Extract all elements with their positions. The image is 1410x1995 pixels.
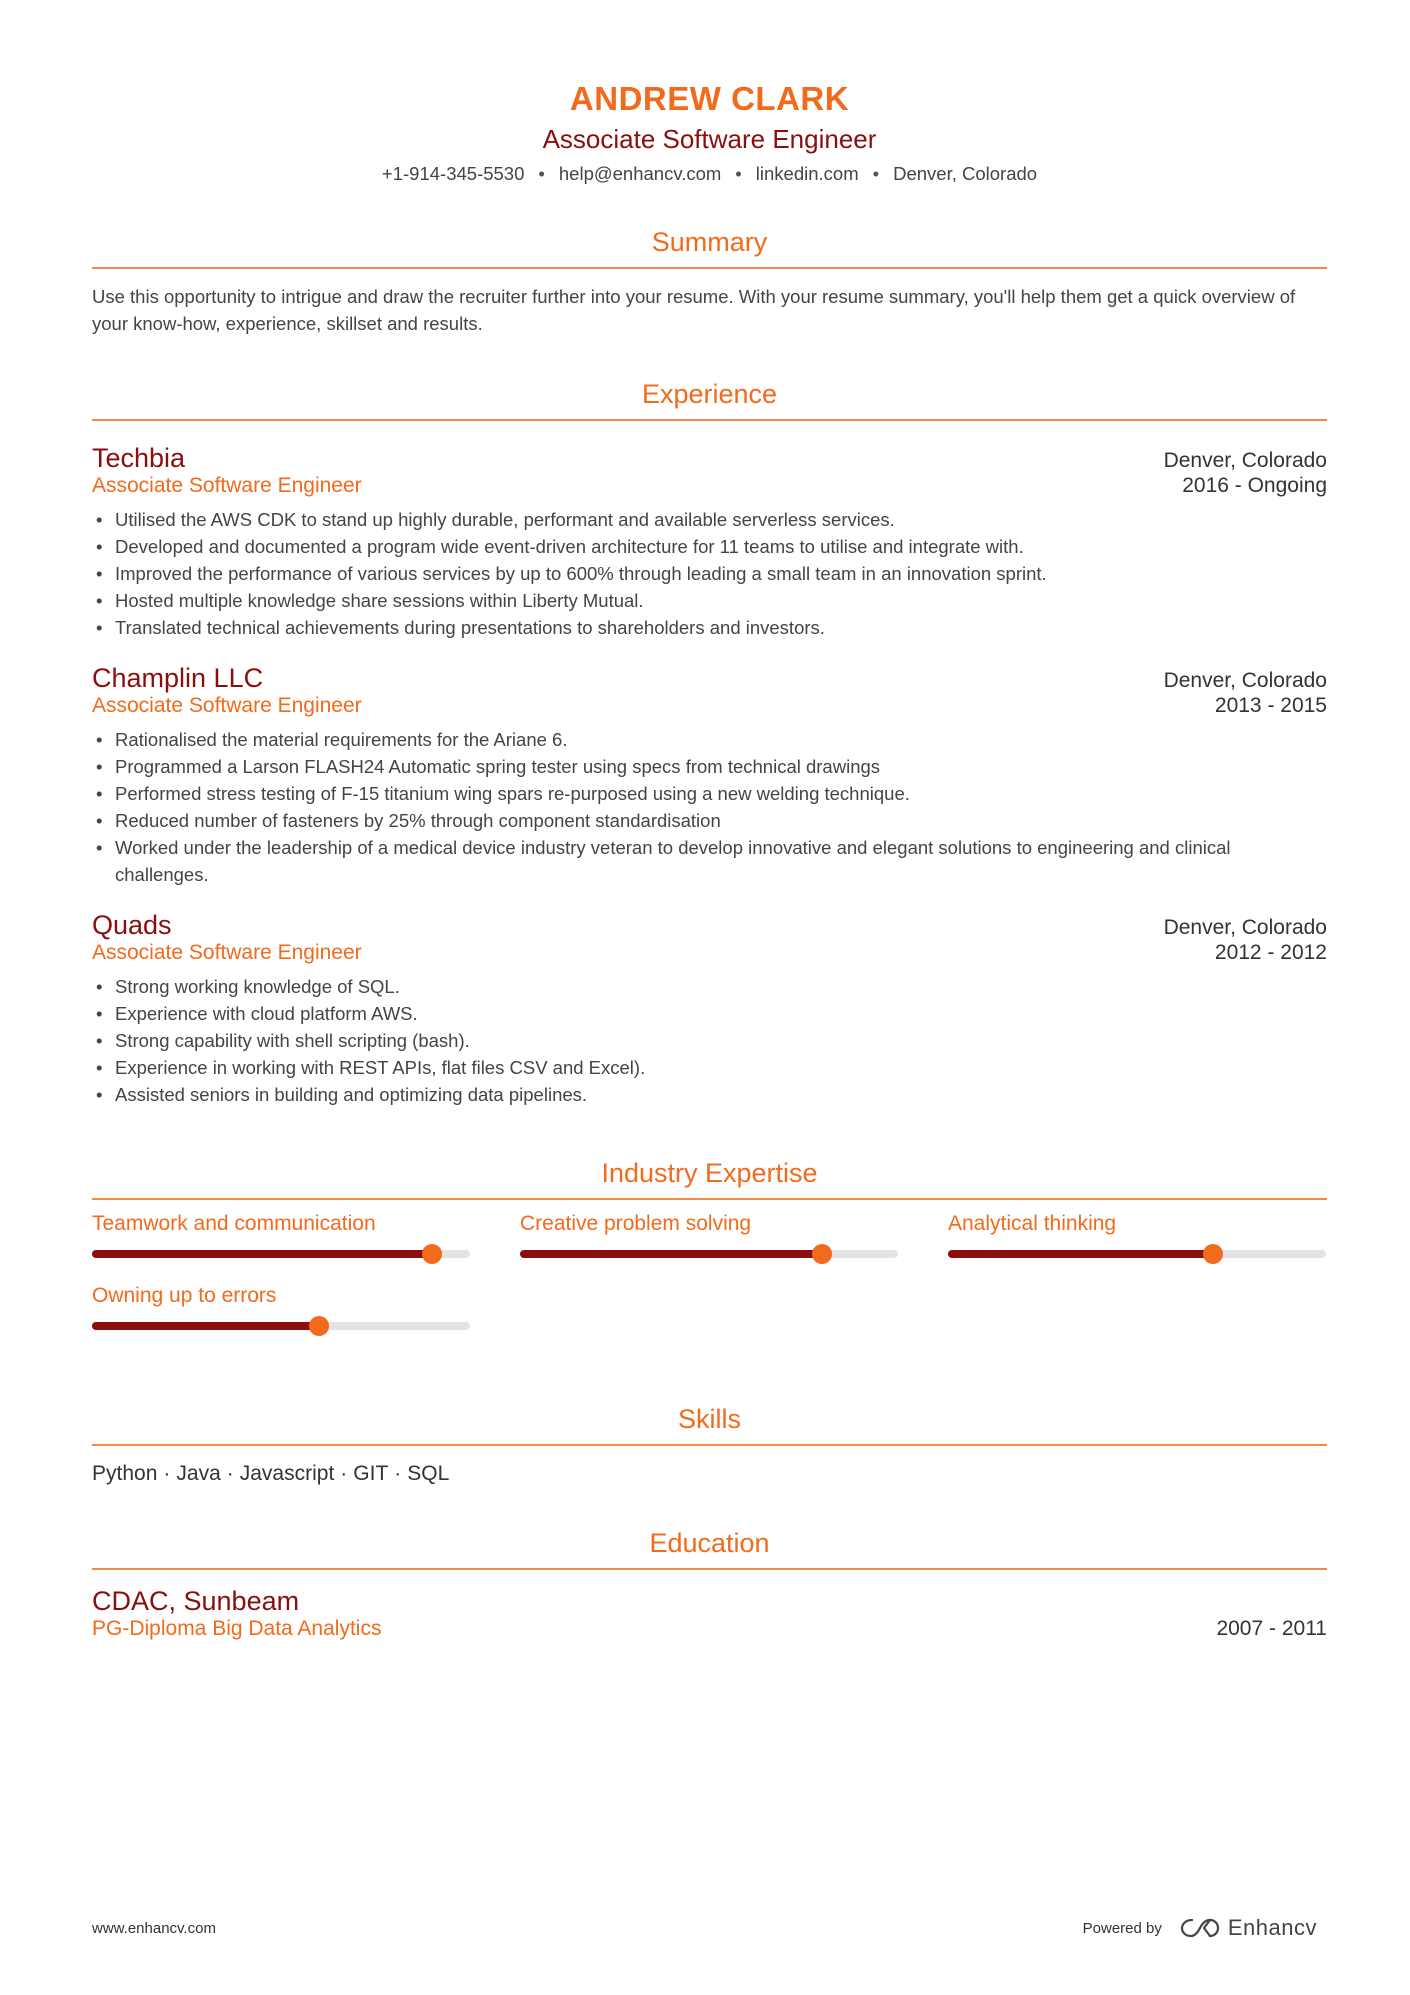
- skill-tag: SQL: [407, 1462, 450, 1485]
- education-dates: 2007 - 2011: [1216, 1617, 1327, 1640]
- phone: +1-914-345-5530: [381, 163, 525, 184]
- expertise-bar-knob: [812, 1244, 832, 1264]
- email-link[interactable]: help@enhancv.com: [558, 163, 722, 184]
- experience-section: [92, 379, 1327, 1108]
- job-company: Champlin LLC: [92, 663, 264, 693]
- education-school: CDAC, Sunbeam: [92, 1586, 300, 1616]
- section-title-expertise: Industry Expertise: [92, 1158, 1327, 1200]
- job-bullet: • Hosted multiple knowledge share sessions within Liberty Mutual.: [92, 587, 1327, 614]
- enhancv-logo[interactable]: [1180, 1915, 1317, 1941]
- job-title: Associate Software Engineer: [92, 694, 362, 717]
- summary-text: Use this opportunity to intrigue and draw the recruiter further into your resume. With your resume summary, you'll help them get a quick overview of your know-how, experience, skillset and results.: [92, 286, 1296, 334]
- resume-page: [92, 0, 1327, 1641]
- job-entry: [92, 910, 1327, 1108]
- section-title-education: Education: [92, 1528, 1327, 1570]
- job-location: Denver, Colorado: [1163, 916, 1327, 939]
- job-dates: 2016 - Ongoing: [1182, 474, 1327, 497]
- job-dates: 2012 - 2012: [1214, 941, 1327, 964]
- expertise-bar-track: [948, 1250, 1326, 1258]
- job-bullet: • Rationalised the material requirements for the Ariane 6.: [92, 726, 1327, 753]
- expertise-bar-knob: [1203, 1244, 1223, 1264]
- job-bullet: • Utilised the AWS CDK to stand up highly durable, performant and available serverless services.: [92, 506, 1327, 533]
- expertise-bar-track: [92, 1322, 470, 1330]
- expertise-label: Analytical thinking: [948, 1212, 1117, 1235]
- skill-tag: Java: [176, 1462, 221, 1485]
- skill-separator: ·: [226, 1462, 234, 1485]
- job-bullet: • Performed stress testing of F-15 titanium wing spars re-purposed using a new welding technique.: [92, 780, 1327, 807]
- resume-header: [92, 0, 1327, 185]
- job-title: Associate Software Engineer: [92, 474, 362, 497]
- skill-tag: GIT: [353, 1462, 389, 1485]
- separator-dot: •: [735, 163, 742, 184]
- enhancv-brand-name: Enhancv: [1227, 1915, 1317, 1940]
- skill-separator: ·: [394, 1462, 402, 1485]
- linkedin-link[interactable]: linkedin.com: [755, 163, 859, 184]
- location: Denver, Colorado: [893, 163, 1038, 184]
- education-degree: PG-Diploma Big Data Analytics: [92, 1617, 382, 1640]
- expertise-item: [948, 1212, 1326, 1258]
- job-bullet: • Assisted seniors in building and optimizing data pipelines.: [92, 1081, 1327, 1108]
- candidate-title: Associate Software Engineer: [542, 124, 877, 154]
- job-location: Denver, Colorado: [1163, 669, 1327, 692]
- job-bullets: [92, 973, 1327, 1108]
- expertise-section: [92, 1158, 1327, 1356]
- skill-tag: Python: [92, 1462, 158, 1485]
- section-title-summary: Summary: [92, 227, 1327, 269]
- job-bullets: [92, 506, 1327, 641]
- summary-section: [92, 227, 1327, 337]
- expertise-bar-track: [520, 1250, 898, 1258]
- candidate-name: ANDREW CLARK: [569, 80, 850, 117]
- separator-dot: •: [538, 163, 545, 184]
- job-bullets: [92, 726, 1327, 888]
- expertise-item: [92, 1212, 470, 1258]
- expertise-bar-fill: [92, 1322, 319, 1330]
- expertise-bar-knob: [309, 1316, 329, 1336]
- education-section: [92, 1528, 1327, 1641]
- job-entry: [92, 663, 1327, 888]
- job-bullet: • Programmed a Larson FLASH24 Automatic spring tester using specs from technical drawings: [92, 753, 1327, 780]
- job-location: Denver, Colorado: [1163, 449, 1327, 472]
- section-title-skills: Skills: [92, 1404, 1327, 1446]
- job-bullet: • Experience with cloud platform AWS.: [92, 1000, 1327, 1027]
- powered-by-label: Powered by: [1082, 1919, 1162, 1937]
- job-bullet: • Developed and documented a program wide event-driven architecture for 11 teams to utilise and integrate with.: [92, 533, 1327, 560]
- footer-website-link[interactable]: www.enhancv.com: [92, 1919, 216, 1937]
- separator-dot: •: [872, 163, 880, 184]
- job-bullet: • Improved the performance of various services by up to 600% through leading a small team in an innovation sprint.: [92, 560, 1327, 587]
- powered-by: [1083, 1915, 1317, 1941]
- contact-line: [92, 163, 1327, 185]
- skill-tag: Javascript: [239, 1462, 335, 1485]
- job-dates: 2013 - 2015: [1214, 694, 1327, 717]
- expertise-item: [92, 1284, 470, 1330]
- job-bullet: • Strong capability with shell scripting (bash).: [92, 1027, 1327, 1054]
- expertise-bar-fill: [948, 1250, 1213, 1258]
- expertise-label: Creative problem solving: [520, 1212, 752, 1235]
- job-company: Quads: [92, 910, 172, 940]
- expertise-bar-fill: [92, 1250, 432, 1258]
- job-title: Associate Software Engineer: [92, 941, 362, 964]
- page-footer: [92, 1915, 1317, 1941]
- skill-separator: ·: [163, 1462, 171, 1485]
- skill-separator: ·: [340, 1462, 348, 1485]
- expertise-grid: [92, 1212, 1327, 1356]
- expertise-bar-track: [92, 1250, 470, 1258]
- skills-list: [92, 1462, 1327, 1486]
- job-bullet: • Worked under the leadership of a medical device industry veteran to develop innovative and elegant solutions to engineering and clinical challenges.: [92, 834, 1327, 888]
- job-bullet: • Translated technical achievements during presentations to shareholders and investors.: [92, 614, 1327, 641]
- skills-section: [92, 1404, 1327, 1486]
- expertise-item: [520, 1212, 898, 1258]
- expertise-bar-fill: [520, 1250, 822, 1258]
- section-title-experience: Experience: [92, 379, 1327, 421]
- job-bullet: • Experience in working with REST APIs, flat files CSV and Excel).: [92, 1054, 1327, 1081]
- job-bullet: • Reduced number of fasteners by 25% through component standardisation: [92, 807, 1327, 834]
- expertise-bar-knob: [422, 1244, 442, 1264]
- job-company: Techbia: [92, 443, 186, 473]
- job-bullet: • Strong working knowledge of SQL.: [92, 973, 1327, 1000]
- expertise-label: Teamwork and communication: [92, 1212, 376, 1235]
- job-entry: [92, 443, 1327, 641]
- expertise-label: Owning up to errors: [92, 1284, 277, 1307]
- enhancv-logo-icon: [1180, 1917, 1220, 1939]
